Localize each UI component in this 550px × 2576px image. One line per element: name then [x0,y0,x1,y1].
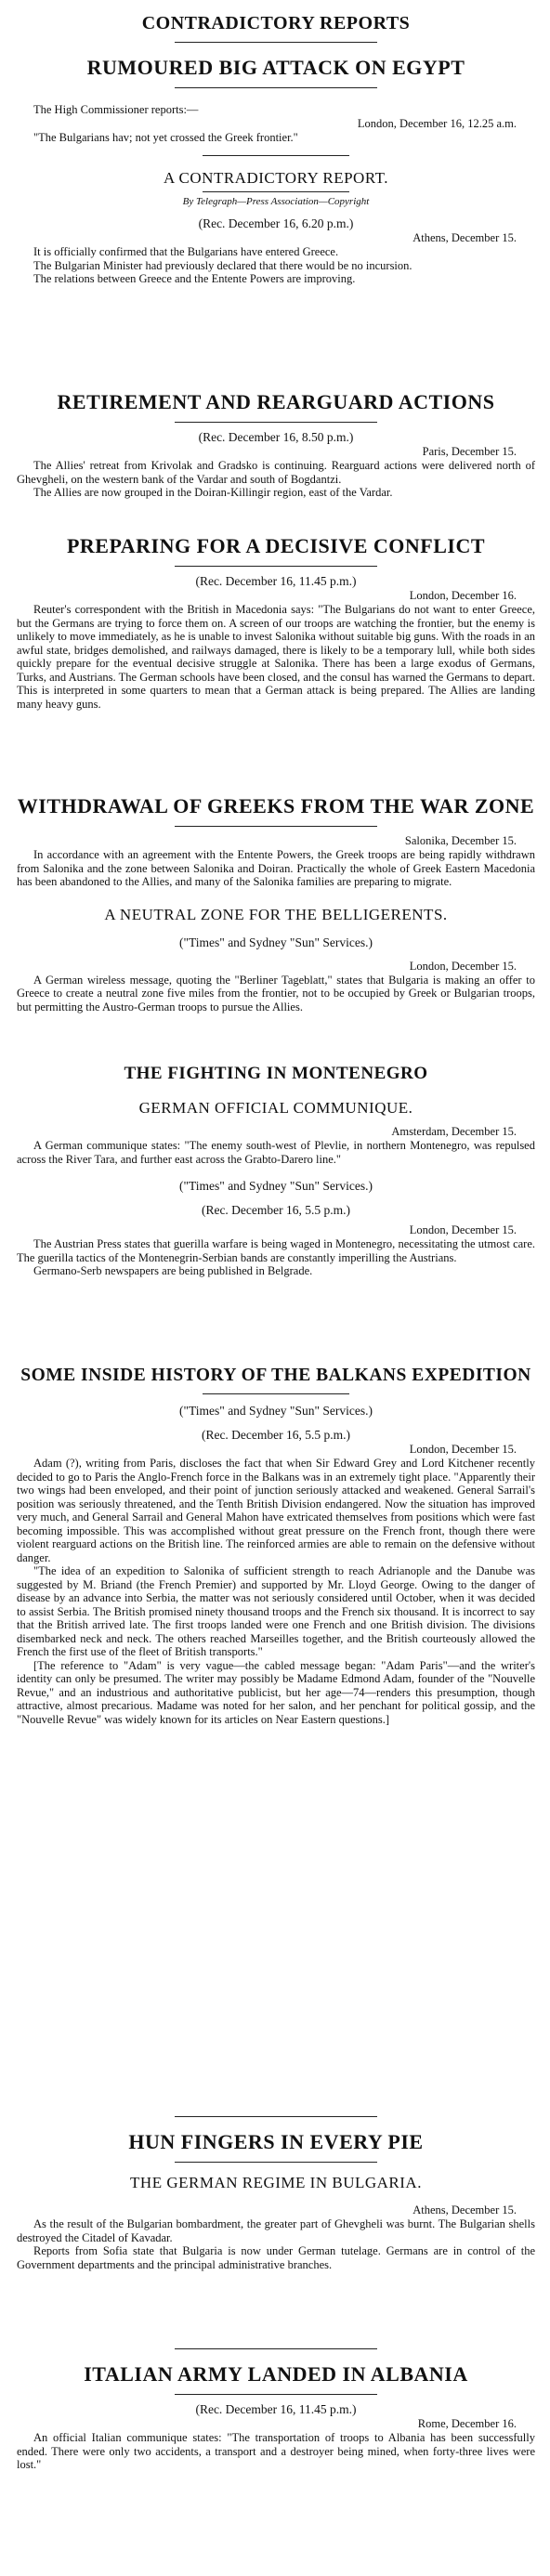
paragraph: A German communique states: "The enemy south-west of Plevlie, in northern Montenegro, was repulsed across the River Tara, and further east across the Grabto-Darero line." [17,1139,535,1166]
dateline: Athens, December 15. [412,231,517,244]
paragraph: "The idea of an expedition to Salonika of sufficient strength to reach Adrianople and the Danube was suggested by M. Briand (the French Premier) and supported by Mr. Lloyd George. Owing to the danger of disease by an advance into Serbia, the matter was not seriously considered until October, when it was decided to assist Serbia. The British promised ninety thousand troops and the French six thousand. It is incorrect to say that the British arrived late. The first troops landed were one French and one British division. The divisions disembarked neck and neck. The others reached Marseilles together, and the British courteously allowed the French the first use of the fleet of British transports." [17,1564,535,1658]
dateline: London, December 15. [409,959,517,973]
intro-text: The High Commissioner reports:— [33,103,199,116]
byline: By Telegraph—Press Association—Copyright [182,196,370,207]
dateline: London, December 15. [409,1223,517,1236]
paragraph: An official Italian communique states: "The transportation of troops to Albania has been successfully ended. There were only two accidents, a transport and a destroyer being mined, when forty-three lives were lost." [17,2431,535,2471]
subheadline: A NEUTRAL ZONE FOR THE BELLIGERENTS. [104,905,448,923]
section-albania [17,2341,535,2472]
divider [203,1393,349,1394]
dateline: London, December 16, 12.25 a.m. [357,116,517,130]
received-line: (Rec. December 16, 5.5 p.m.) [201,1203,351,1217]
section-withdrawal [17,794,535,1013]
received-line: ("Times" and Sydney "Sun" Services.) [179,935,373,949]
headline: ITALIAN ARMY LANDED IN ALBANIA [84,2362,468,2386]
headline: HUN FINGERS IN EVERY PIE [128,2130,424,2153]
divider [175,2348,377,2349]
dateline: London, December 15. [409,1443,517,1456]
divider [175,826,377,827]
dateline: Paris, December 15. [422,445,517,458]
dateline: Salonika, December 15. [404,834,517,847]
paragraph: The Allies are now grouped in the Doiran-Killingir region, east of the Vardar. [33,486,393,499]
divider [203,191,349,192]
section-hun-fingers [17,2109,535,2271]
received-line: (Rec. December 16, 6.20 p.m.) [198,216,354,230]
paragraph: The Austrian Press states that guerilla warfare is being waged in Montenegro, necessitating the utmost care. The guerilla tactics of the Montenegrin-Serbian bands are constantly imperilling the Austrians. [17,1237,535,1264]
received-line: ("Times" and Sydney "Sun" Services.) [179,1404,373,1418]
paragraph: The Allies' retreat from Krivolak and Gradsko is continuing. Rearguard actions were delivered north of Ghevgheli, on the western bank of the Vardar and south of Bogdantzi. [17,459,535,486]
received-line: ("Times" and Sydney "Sun" Services.) [179,1179,373,1193]
received-line: (Rec. December 16, 8.50 p.m.) [198,430,354,444]
divider [175,87,377,88]
headline: RETIREMENT AND REARGUARD ACTIONS [57,390,495,413]
quote-text: "The Bulgarians hav; not yet crossed the Greek frontier." [33,130,298,144]
section-retirement [17,390,535,500]
paragraph: It is officially confirmed that the Bulgarians have entered Greece. [33,245,339,258]
divider [175,2162,377,2163]
section-egypt [17,0,535,286]
divider [175,422,377,423]
divider [203,155,349,156]
paragraph: Germano-Serb newspapers are being published in Belgrade. [33,1264,313,1277]
divider [175,2116,377,2117]
dateline: Amsterdam, December 15. [391,1125,517,1138]
paragraph: The Bulgarian Minister had previously declared that there would be no incursion. [33,258,412,272]
headline: THE FIGHTING IN MONTENEGRO [124,1064,428,1083]
headline: PREPARING FOR A DECISIVE CONFLICT [66,534,486,557]
divider [175,2394,377,2395]
section-montenegro [17,1064,535,1278]
headline: WITHDRAWAL OF GREEKS FROM THE WAR ZONE [17,794,535,817]
paragraph: In accordance with an agreement with the Entente Powers, the Greek troops are being rapidly withdrawn from Salonika and the zone between Salonika and Doiran. Practically the whole of Greek Eastern Macedonia has been abandoned to the Allies, and many of the Salonika families are preparing to migrate. [17,848,535,888]
dateline: Rome, December 16. [417,2417,517,2430]
divider [175,42,377,43]
paragraph: Adam (?), writing from Paris, discloses the fact that when Sir Edward Grey and Lord Kitchener recently decided to go to Paris the Anglo-French force in the Balkans was in an extremely tight place. "Apparently their two wings had been enveloped, and their point of junction seriously attacked and weakened. General Sarrail's position was seriously threatened, and the Tenth British Division endangered. Now the situation has improved very much, and General Sarrail and General Mahon have extricated themselves from positions which were fast becoming impossible. This was accomplished without great pressure on the French front, though there were violent rearguard actions on the British line. The reinforced armies are able to remain on the defensive without danger. [17,1457,535,1564]
page-title: CONTRADICTORY REPORTS [141,13,411,33]
subheadline: A CONTRADICTORY REPORT. [163,169,389,187]
received-line: (Rec. December 16, 11.45 p.m.) [195,574,357,588]
subheadline: GERMAN OFFICIAL COMMUNIQUE. [138,1099,413,1117]
paragraph: The relations between Greece and the Entente Powers are improving. [33,272,356,285]
paragraph: Reuter's correspondent with the British in Macedonia says: "The Bulgarians do not want to enter Greece, but the Germans are trying to force them on. A screen of our troops are watching the frontier, but the enemy is unlikely to move immediately, as he is unable to invest Salonika without suitable big guns. With the roads in an awful state, bridges demolished, and railways damaged, there is likely to be a temporary lull, while both sides quickly prepare for the eventual decisive struggle at Salonika. There has been a large exodus of Germans, Turks, and Austrians. The German schools have been closed, and the consul has warned the Germans to depart. This is interpreted in some quarters to mean that a German attack is being prepared. The Allies are landing many heavy guns. [17,603,535,711]
section-balkans-history [17,1366,535,1726]
paragraph: Reports from Sofia state that Bulgaria is now under German tutelage. Germans are in control of the Government departments and the principal administrative branches. [17,2244,535,2271]
dateline: Athens, December 15. [412,2203,517,2216]
paragraph: As the result of the Bulgarian bombardment, the greater part of Ghevgheli was burnt. The Bulgarian shells destroyed the Citadel of Kavadar. [17,2217,535,2244]
paragraph: A German wireless message, quoting the "Berliner Tageblatt," states that Bulgaria is making an offer to Greece to create a neutral zone five miles from the frontier, not to be occupied by Greek or Bulgarian troops, but permitting the Austro-German troops to pursue the Allies. [17,973,535,1013]
dateline: London, December 16. [409,589,517,602]
paragraph: [The reference to "Adam" is very vague—the cabled message began: "Adam Paris"—and the writer's identity can only be presumed. The writer may possibly be Madame Edmond Adam, founder of the "Nouvelle Revue," and an industrious and authoritative publicist, but her age—74—renders this presumption, though attractive, almost precarious. Madame was noted for her salon, and her penchant for political gossip, and the "Nouvelle Revue" was widely known for its articles on Near Eastern questions.] [17,1658,535,1726]
received-line: (Rec. December 16, 5.5 p.m.) [201,1428,351,1442]
divider [175,566,377,567]
headline: RUMOURED BIG ATTACK ON EGYPT [86,56,465,79]
subheadline: THE GERMAN REGIME IN BULGARIA. [130,2174,422,2191]
headline: SOME INSIDE HISTORY OF THE BALKANS EXPEDITION [20,1366,531,1385]
received-line: (Rec. December 16, 11.45 p.m.) [195,2402,357,2416]
section-preparing [17,534,535,711]
